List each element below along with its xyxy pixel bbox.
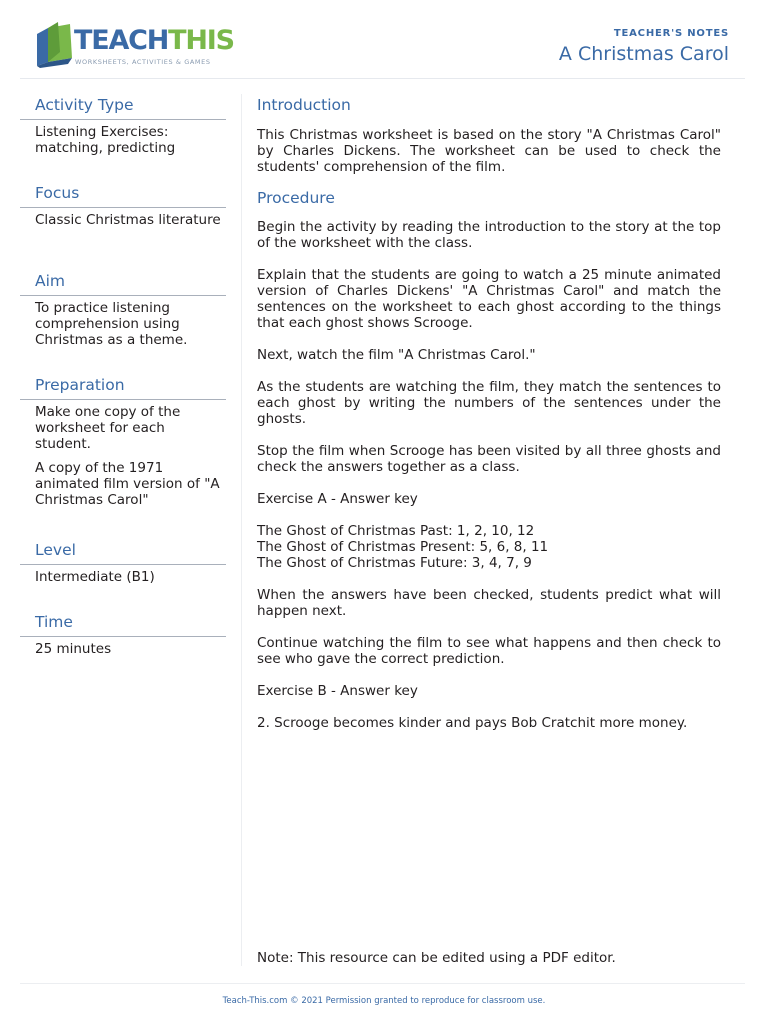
procedure-step: As the students are watching the film, they match the sentences to each ghost by writing the numbers of the sentences under the ghosts. bbox=[257, 379, 721, 427]
teachers-notes-label: TEACHER'S NOTES bbox=[613, 28, 729, 39]
answer-key-line: The Ghost of Christmas Present: 5, 6, 8, 11 bbox=[257, 539, 549, 555]
time-heading: Time bbox=[20, 611, 226, 637]
procedure-step: Continue watching the film to see what happens and then check to see who gave the correct prediction. bbox=[257, 635, 721, 667]
introduction-text: This Christmas worksheet is based on the story "A Christmas Carol" by Charles Dickens. The worksheet can be used to check the students' comprehension of the film. bbox=[257, 127, 721, 175]
exercise-a-heading: Exercise A - Answer key bbox=[257, 491, 418, 507]
preparation-section bbox=[20, 374, 226, 539]
answer-key-line: The Ghost of Christmas Past: 1, 2, 10, 12 bbox=[257, 523, 535, 539]
preparation-heading: Preparation bbox=[20, 374, 226, 400]
aim-heading: Aim bbox=[20, 270, 226, 296]
activity-type-heading: Activity Type bbox=[20, 94, 226, 120]
activity-type-text: Listening Exercises: matching, predicting bbox=[35, 124, 176, 156]
focus-heading: Focus bbox=[20, 182, 226, 208]
time-text: 25 minutes bbox=[35, 641, 112, 657]
logo-wordmark: TEACHTHIS bbox=[74, 25, 234, 56]
level-section bbox=[20, 539, 226, 611]
footer-copyright: Teach-This.com © 2021 Permission granted to reproduce for classroom use. bbox=[222, 996, 546, 1006]
sidebar bbox=[20, 94, 226, 665]
column-divider bbox=[241, 94, 242, 966]
page-header bbox=[20, 0, 745, 79]
procedure-step: Next, watch the film "A Christmas Carol." bbox=[257, 347, 536, 363]
procedure-step: Explain that the students are going to watch a 25 minute animated version of Charles Dickens' "A Christmas Carol" and match the sentences on the worksheet to each ghost according to the things that each ghost shows Scrooge. bbox=[257, 267, 721, 331]
logo-tagline: WORKSHEETS, ACTIVITIES & GAMES bbox=[75, 58, 211, 66]
procedure-step: Begin the activity by reading the introduction to the story at the top of the worksheet with the class. bbox=[257, 219, 721, 251]
procedure-heading: Procedure bbox=[257, 189, 335, 207]
main-content bbox=[257, 94, 721, 747]
focus-text: Classic Christmas literature bbox=[35, 212, 221, 228]
exercise-b-heading: Exercise B - Answer key bbox=[257, 683, 418, 699]
procedure-step: Stop the film when Scrooge has been visited by all three ghosts and check the answers together as a class. bbox=[257, 443, 721, 475]
aim-text: To practice listening comprehension using Christmas as a theme. bbox=[35, 300, 188, 348]
answer-key-b: 2. Scrooge becomes kinder and pays Bob Cratchit more money. bbox=[257, 715, 688, 731]
footer-divider bbox=[20, 983, 745, 984]
focus-section bbox=[20, 182, 226, 270]
answer-key-line: The Ghost of Christmas Future: 3, 4, 7, 9 bbox=[257, 555, 532, 571]
level-text: Intermediate (B1) bbox=[35, 569, 155, 585]
level-heading: Level bbox=[20, 539, 226, 565]
procedure-step: When the answers have been checked, students predict what will happen next. bbox=[257, 587, 721, 619]
teach-this-logo bbox=[34, 22, 244, 70]
answer-key-a bbox=[257, 523, 721, 571]
aim-section bbox=[20, 270, 226, 374]
editing-note: Note: This resource can be edited using a PDF editor. bbox=[257, 950, 616, 966]
page-title: A Christmas Carol bbox=[558, 43, 729, 65]
activity-type-section bbox=[20, 94, 226, 182]
preparation-item: Make one copy of the worksheet for each student. bbox=[35, 404, 181, 452]
time-section bbox=[20, 611, 226, 657]
preparation-item: A copy of the 1971 animated film version of "A Christmas Carol" bbox=[35, 460, 220, 508]
introduction-heading: Introduction bbox=[257, 96, 351, 114]
book-logo-icon bbox=[34, 22, 74, 68]
